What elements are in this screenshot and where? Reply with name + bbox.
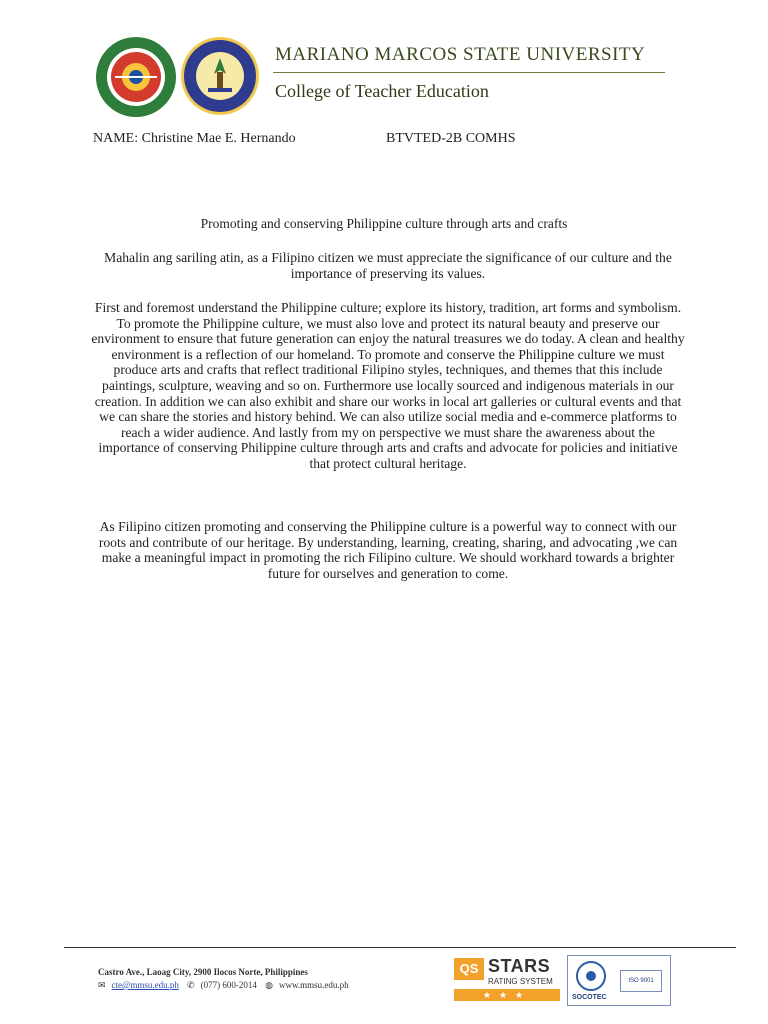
globe-icon: ◍: [265, 980, 273, 990]
college-name: College of Teacher Education: [275, 81, 489, 101]
cte-seal-logo: [180, 36, 260, 116]
footer-divider: [64, 947, 736, 948]
student-section: BTVTED-2B COMHS: [386, 131, 516, 146]
footer-address: Castro Ave., Laoag City, 2900 Ilocos Norte, Philippines: [98, 967, 308, 977]
essay-title: Promoting and conserving Philippine culture through arts and crafts: [200, 216, 568, 231]
socotec-label: SOCOTEC: [572, 994, 607, 1001]
student-name: NAME: Christine Mae E. Hernando: [93, 131, 296, 146]
mail-icon: ✉: [98, 980, 106, 990]
footer-email[interactable]: cte@mmsu.edu.ph: [111, 980, 179, 990]
phone-icon: ✆: [187, 980, 195, 990]
header-divider: [273, 72, 665, 73]
essay-paragraph-1: Mahalin ang sariling atin, as a Filipino citizen we must appreciate the significance of our culture and the importance of preserving its values.: [104, 250, 672, 281]
qs-star-marks: ★★★: [454, 989, 560, 1001]
iso-standard-label: ISO 9001: [620, 970, 662, 992]
qs-stars-label: STARS: [488, 956, 551, 976]
qs-rating-label: RATING SYSTEM: [488, 977, 553, 986]
footer-contacts: [98, 980, 355, 991]
university-name: MARIANO MARCOS STATE UNIVERSITY: [275, 44, 646, 65]
qs-logo: QS: [454, 958, 484, 980]
footer-phone: (077) 600-2014: [200, 980, 257, 990]
footer-website[interactable]: www.mmsu.edu.ph: [278, 980, 349, 990]
socotec-icon: [576, 961, 606, 991]
essay-paragraph-2: First and foremost understand the Philippine culture; explore its history, tradition, art forms and symbolism. To promote the Philippine culture, we must also love and protect its natural beauty and preserve our environment to ensure that future generation can enjoy the natural treasures we do today. A clean and healthy environment is a reflection of our homeland. To promote and conserve the Philippine culture we must produce arts and crafts that reflect traditional Filipino styles, techniques, and themes that this include paintings, sculpture, weaving and so on. Furthermore use locally sourced and indigenous materials in our creation. In addition we can also exhibit and share our works in local art galleries or cultural events and that we can share the stories and history behind. We can also utilize social media and e-commerce platforms to reach a wider audience. And lastly from my on perspective we must share the awareness about the importance of conserving Philippine culture through arts and crafts and advocate for policies and initiative that protect cultural heritage.: [91, 300, 685, 471]
qs-stars-badge: [454, 956, 560, 1004]
iso-certification-badge: [567, 955, 671, 1006]
essay-paragraph-3: As Filipino citizen promoting and conserving the Philippine culture is a powerful way to connect with our roots and contribute of our heritage. By understanding, learning, creating, sharing, and advocating ,we can make a meaningful impact in promoting the rich Filipino culture. We should workhard towards a brighter future for ourselves and generation to come.: [98, 519, 678, 581]
mmsu-seal-logo: [95, 36, 177, 118]
